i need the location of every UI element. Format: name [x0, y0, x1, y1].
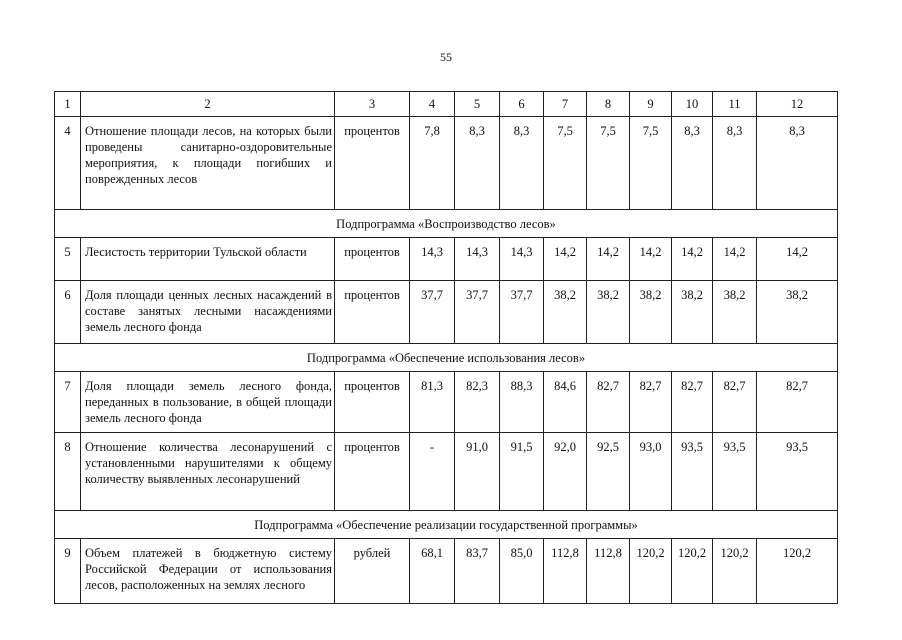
column-header: 2: [81, 92, 335, 117]
value-cell: 38,2: [630, 281, 672, 344]
value-cell: 14,3: [410, 238, 455, 281]
column-header: 5: [455, 92, 500, 117]
value-cell: 38,2: [757, 281, 838, 344]
table-row: [55, 372, 838, 433]
value-cell: 120,2: [672, 539, 713, 604]
column-header: 6: [500, 92, 544, 117]
value-cell: 92,5: [587, 433, 630, 511]
table-row: [55, 539, 838, 604]
indicator-description-cell: Доля площади земель лесного фонда, переданных в пользование, в общей площади земель лесного фонда: [81, 372, 335, 433]
unit-cell: процентов: [335, 433, 410, 511]
indicator-description-cell: Отношение количества лесонарушений с установленными нарушителями к общему количеству выявленных лесонарушений: [81, 433, 335, 511]
value-cell: 14,3: [455, 238, 500, 281]
value-cell: 82,7: [630, 372, 672, 433]
value-cell: 91,0: [455, 433, 500, 511]
page-number: 55: [440, 50, 452, 64]
value-cell: 38,2: [544, 281, 587, 344]
section-title: Подпрограмма «Обеспечение реализации государственной программы»: [55, 511, 838, 539]
row-number-cell: 4: [55, 117, 81, 210]
value-cell: 8,3: [713, 117, 757, 210]
column-header: 11: [713, 92, 757, 117]
unit-cell: процентов: [335, 281, 410, 344]
value-cell: 8,3: [672, 117, 713, 210]
value-cell: 112,8: [544, 539, 587, 604]
value-cell: 14,3: [500, 238, 544, 281]
unit-cell: процентов: [335, 372, 410, 433]
value-cell: 14,2: [713, 238, 757, 281]
section-title: Подпрограмма «Обеспечение использования лесов»: [55, 344, 838, 372]
column-header: 8: [587, 92, 630, 117]
value-cell: 93,5: [672, 433, 713, 511]
value-cell: 37,7: [455, 281, 500, 344]
value-cell: 7,5: [587, 117, 630, 210]
column-header: 9: [630, 92, 672, 117]
section-row: [55, 511, 838, 539]
value-cell: 82,7: [587, 372, 630, 433]
value-cell: 37,7: [500, 281, 544, 344]
table-row: [55, 238, 838, 281]
value-cell: 120,2: [630, 539, 672, 604]
value-cell: 38,2: [713, 281, 757, 344]
row-number-cell: 7: [55, 372, 81, 433]
unit-cell: процентов: [335, 238, 410, 281]
value-cell: 83,7: [455, 539, 500, 604]
value-cell: 38,2: [672, 281, 713, 344]
value-cell: 8,3: [455, 117, 500, 210]
value-cell: -: [410, 433, 455, 511]
value-cell: 88,3: [500, 372, 544, 433]
column-header: 4: [410, 92, 455, 117]
value-cell: 84,6: [544, 372, 587, 433]
value-cell: 82,3: [455, 372, 500, 433]
indicator-description-cell: Лесистость территории Тульской области: [81, 238, 335, 281]
value-cell: 93,5: [713, 433, 757, 511]
row-number-cell: 8: [55, 433, 81, 511]
value-cell: 112,8: [587, 539, 630, 604]
section-row: [55, 344, 838, 372]
row-number-cell: 9: [55, 539, 81, 604]
unit-cell: рублей: [335, 539, 410, 604]
value-cell: 8,3: [500, 117, 544, 210]
value-cell: 7,8: [410, 117, 455, 210]
unit-cell: процентов: [335, 117, 410, 210]
row-number-cell: 6: [55, 281, 81, 344]
column-header: 10: [672, 92, 713, 117]
section-row: [55, 210, 838, 238]
column-header: 12: [757, 92, 838, 117]
value-cell: 14,2: [757, 238, 838, 281]
table-header-row: [55, 92, 838, 117]
value-cell: 85,0: [500, 539, 544, 604]
table-row: [55, 433, 838, 511]
value-cell: 14,2: [630, 238, 672, 281]
value-cell: 7,5: [544, 117, 587, 210]
value-cell: 91,5: [500, 433, 544, 511]
value-cell: 81,3: [410, 372, 455, 433]
indicator-description-cell: Доля площади ценных лесных насаждений в составе занятых лесными насаждениями земель лесного фонда: [81, 281, 335, 344]
indicators-table: [54, 91, 838, 604]
value-cell: 82,7: [672, 372, 713, 433]
value-cell: 120,2: [713, 539, 757, 604]
value-cell: 8,3: [757, 117, 838, 210]
value-cell: 14,2: [544, 238, 587, 281]
value-cell: 14,2: [587, 238, 630, 281]
table-row: [55, 117, 838, 210]
indicator-description-cell: Отношение площади лесов, на которых были проведены санитарно-оздоровительные мероприятия, к площади погибших и поврежденных лесов: [81, 117, 335, 210]
value-cell: 38,2: [587, 281, 630, 344]
value-cell: 82,7: [713, 372, 757, 433]
row-number-cell: 5: [55, 238, 81, 281]
column-header: 1: [55, 92, 81, 117]
column-header: 3: [335, 92, 410, 117]
value-cell: 37,7: [410, 281, 455, 344]
value-cell: 93,0: [630, 433, 672, 511]
column-header: 7: [544, 92, 587, 117]
value-cell: 93,5: [757, 433, 838, 511]
value-cell: 68,1: [410, 539, 455, 604]
value-cell: 92,0: [544, 433, 587, 511]
value-cell: 14,2: [672, 238, 713, 281]
indicator-description-cell: Объем платежей в бюджетную систему Российской Федерации от использования лесов, расположенных на землях лесного: [81, 539, 335, 604]
section-title: Подпрограмма «Воспроизводство лесов»: [55, 210, 838, 238]
value-cell: 120,2: [757, 539, 838, 604]
table-body: [55, 92, 838, 604]
value-cell: 82,7: [757, 372, 838, 433]
value-cell: 7,5: [630, 117, 672, 210]
table-row: [55, 281, 838, 344]
